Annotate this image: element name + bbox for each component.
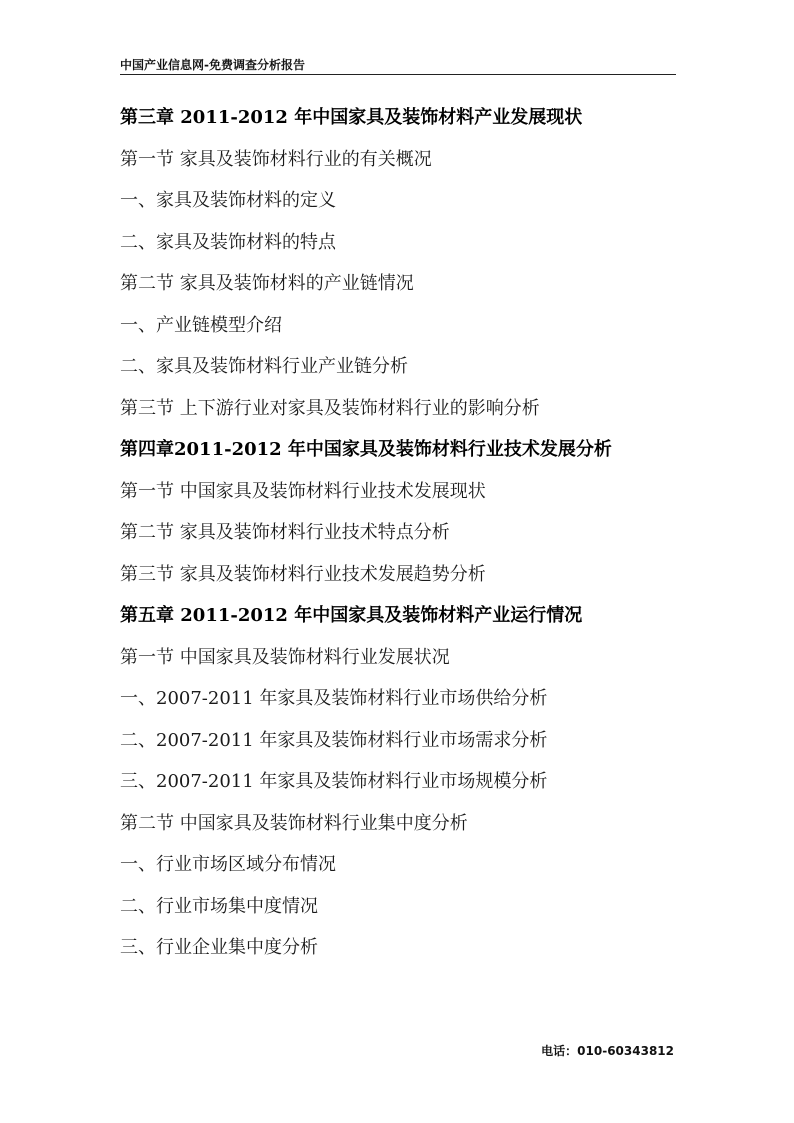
toc-item: 一、产业链模型介绍	[120, 314, 282, 336]
toc-item: 一、行业市场区域分布情况	[120, 854, 336, 875]
toc-item: 二、行业市场集中度情况	[120, 895, 318, 917]
toc-item: 一、家具及装饰材料的定义	[120, 190, 336, 211]
toc-item: 二、家具及装饰材料行业产业链分析	[120, 356, 408, 377]
toc-section-4-3: 第三节 家具及装饰材料行业技术发展趋势分析	[120, 563, 486, 585]
page-footer-phone: 电话：010-60343812	[541, 1044, 674, 1058]
toc-section-5-2: 第二节 中国家具及装饰材料行业集中度分析	[120, 812, 468, 834]
toc-item: 三、2007-2011 年家具及装饰材料行业市场规模分析	[120, 771, 548, 792]
toc-section-5-1: 第一节 中国家具及装饰材料行业发展状况	[120, 646, 450, 668]
toc-section-3-1: 第一节 家具及装饰材料行业的有关概况	[120, 148, 432, 170]
toc-item: 二、家具及装饰材料的特点	[120, 231, 336, 253]
toc-section-3-3: 第三节 上下游行业对家具及装饰材料行业的影响分析	[120, 397, 540, 419]
toc-item: 三、行业企业集中度分析	[120, 937, 318, 958]
toc-section-3-2: 第二节 家具及装饰材料的产业链情况	[120, 273, 414, 294]
toc-chapter-4: 第四章2011-2012 年中国家具及装饰材料行业技术发展分析	[120, 439, 612, 460]
toc-section-4-1: 第一节 中国家具及装饰材料行业技术发展现状	[120, 480, 486, 502]
page-header	[120, 54, 676, 75]
toc-item: 二、2007-2011 年家具及装饰材料行业市场需求分析	[120, 729, 548, 751]
header-title: 中国产业信息网-免费调查分析报告	[120, 58, 305, 72]
table-of-contents	[120, 97, 690, 969]
toc-chapter-3: 第三章 2011-2012 年中国家具及装饰材料产业发展现状	[120, 107, 583, 128]
toc-item: 一、2007-2011 年家具及装饰材料行业市场供给分析	[120, 688, 548, 709]
toc-chapter-5: 第五章 2011-2012 年中国家具及装饰材料产业运行情况	[120, 605, 583, 626]
toc-section-4-2: 第二节 家具及装饰材料行业技术特点分析	[120, 522, 450, 543]
